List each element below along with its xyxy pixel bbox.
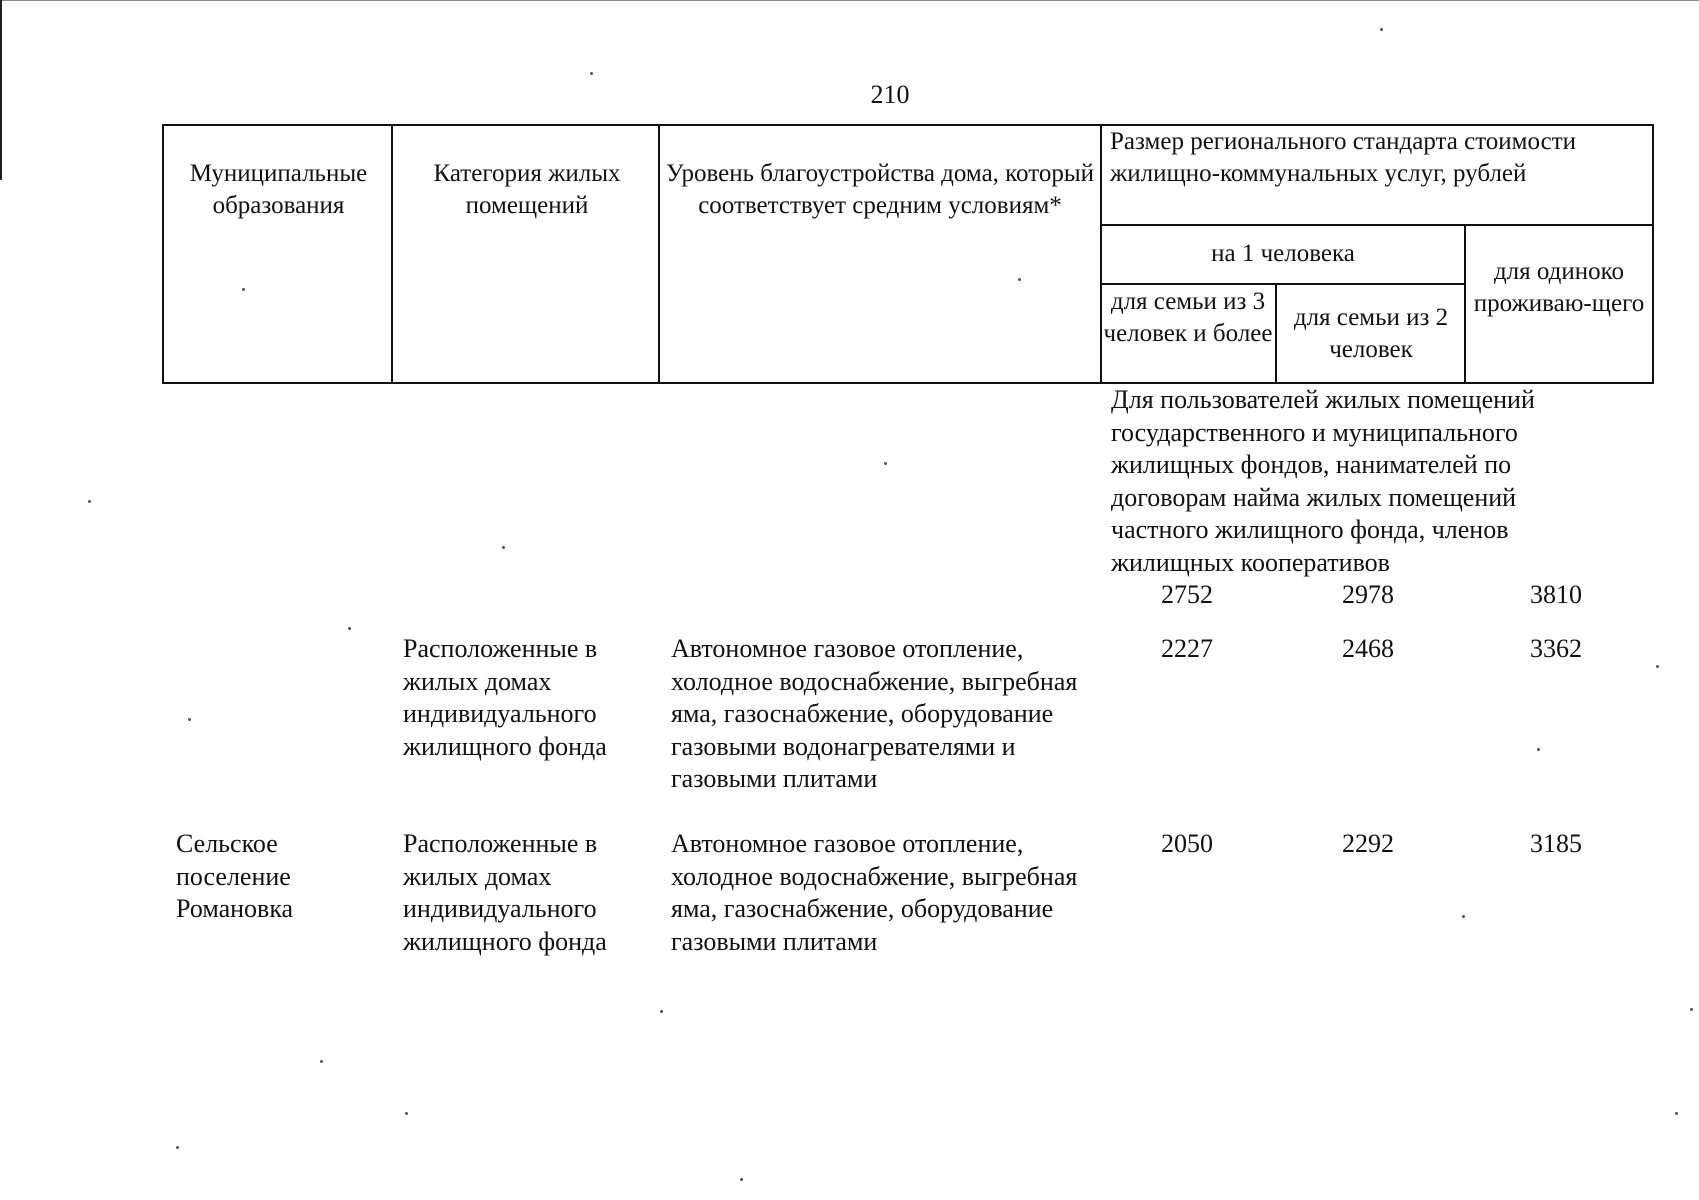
scan-speck (660, 1010, 663, 1013)
scan-speck (590, 72, 593, 75)
header-size-group: Размер регионального стандарта стоимости жилищно-коммунальных услуг, рублей (1110, 128, 1577, 187)
scan-speck (1656, 665, 1659, 668)
table-border-left (162, 124, 164, 384)
scan-speck (320, 1060, 323, 1063)
row1-single: 3810 (1530, 580, 1582, 609)
row3-category: Расположенные в жилых домах индивидуального жилищного фонда (403, 829, 607, 956)
row3-family2: 2292 (1342, 829, 1394, 858)
table-border-right (1652, 124, 1654, 384)
row1-family3: 2752 (1161, 580, 1213, 609)
row-note: Для пользователей жилых помещений государственного и муниципального жилищных фондов, нанимателей по договорам найма жилых помещений частного жилищного фонда, членов жилищных кооперативов (1111, 385, 1535, 577)
page-number: 210 (870, 80, 910, 109)
header-category: Категория жилых помещений (433, 160, 621, 219)
scan-speck (1018, 278, 1021, 281)
scan-speck (405, 1112, 408, 1115)
row2-single: 3362 (1530, 634, 1582, 663)
scan-speck (1380, 28, 1383, 31)
row3-family3: 2050 (1161, 829, 1213, 858)
header-table (162, 124, 1654, 384)
scan-border-top (0, 0, 1699, 1)
header-level: Уровень благоустройства дома, который соответствует средним условиям* (666, 160, 1094, 219)
scan-speck (1675, 1112, 1678, 1115)
header-single: для одиноко проживаю-щего (1473, 258, 1645, 317)
scan-speck (88, 500, 91, 503)
per-person-divider (1100, 283, 1465, 285)
scan-speck (1690, 1008, 1693, 1011)
scan-speck (242, 288, 245, 291)
scan-speck (884, 462, 887, 465)
row2-family2: 2468 (1342, 634, 1394, 663)
row1-family2: 2978 (1342, 580, 1394, 609)
scan-speck (176, 1146, 179, 1149)
scan-speck (502, 546, 505, 549)
scan-speck (1462, 915, 1465, 918)
scan-speck (348, 627, 351, 630)
header-family2: для семьи из 2 человек (1293, 304, 1449, 363)
row3-single: 3185 (1530, 829, 1582, 858)
row2-family3: 2227 (1161, 634, 1213, 663)
scan-speck (1537, 748, 1540, 751)
row3-level: Автономное газовое отопление, холодное водоснабжение, выгребная яма, газоснабжение, оборудование газовыми плитами (671, 829, 1078, 956)
col-divider-family (1275, 283, 1277, 384)
scan-speck (740, 1178, 743, 1181)
header-family3: для семьи из 3 человек и более (1103, 288, 1273, 347)
header-municipal: Муниципальные образования (189, 160, 368, 219)
header-per-person: на 1 человека (1211, 240, 1355, 267)
scan-speck (188, 718, 191, 721)
row3-municipality: Сельское поселение Романовка (176, 829, 294, 923)
row2-level: Автономное газовое отопление, холодное водоснабжение, выгребная яма, газоснабжение, оборудование газовыми водонагревателями и газовыми плитами (671, 634, 1078, 793)
row2-category: Расположенные в жилых домах индивидуального жилищного фонда (403, 634, 607, 761)
col-divider-2 (658, 124, 660, 384)
col-divider-1 (391, 124, 393, 384)
group-header-divider (1100, 224, 1654, 226)
